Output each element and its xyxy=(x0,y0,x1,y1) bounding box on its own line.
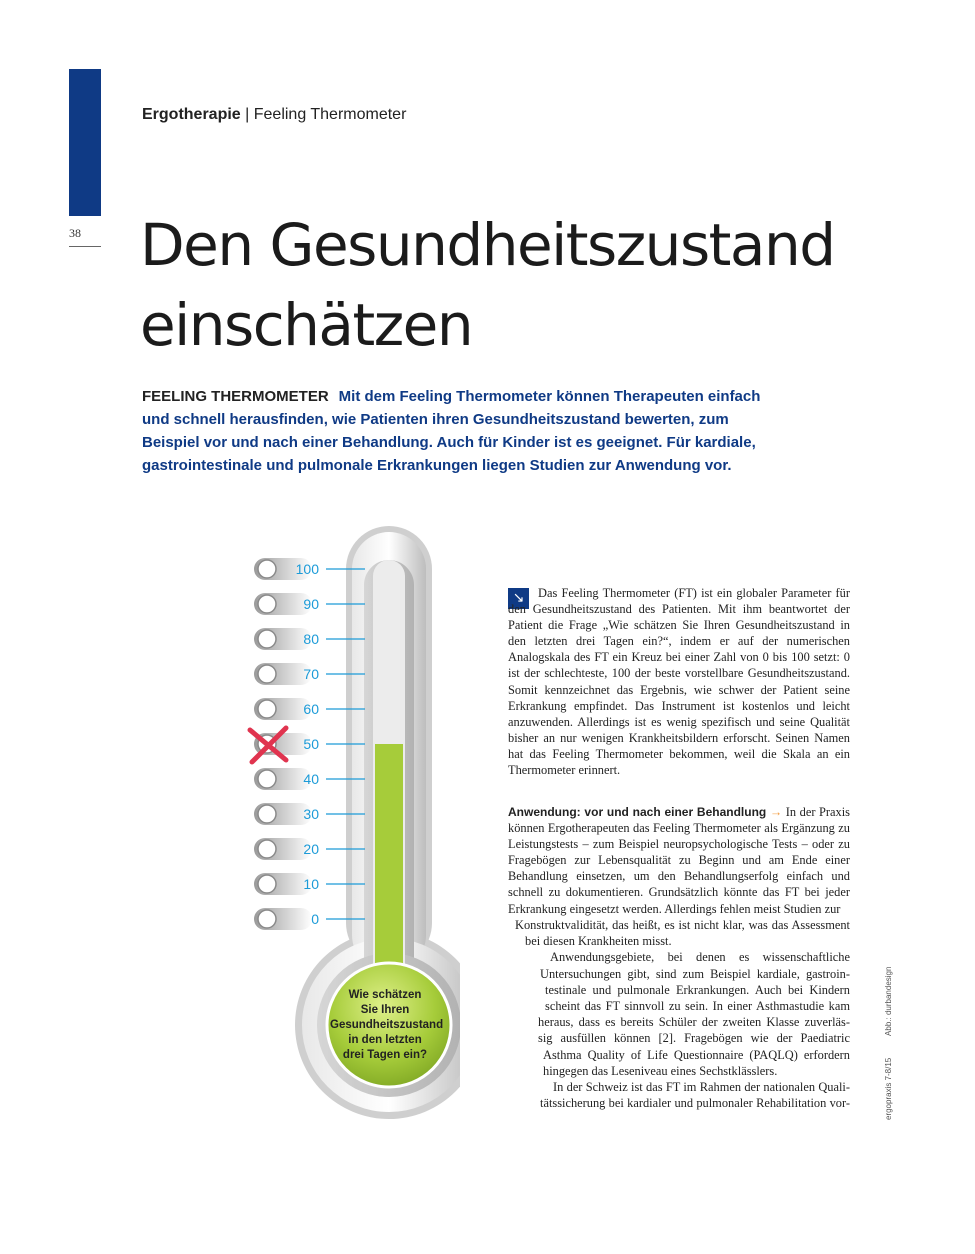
scale-label: 50 xyxy=(303,736,319,752)
body-text-line: Konstruktvalidität, das heißt, es ist nicht klar, was das Assessment xyxy=(515,918,850,932)
journal-info: ergopraxis 7-8/15 xyxy=(884,1057,893,1120)
lead-paragraph xyxy=(142,385,782,477)
body-text-line: bei diesen Krankheiten misst. xyxy=(525,934,672,949)
scale-checkbox xyxy=(258,805,276,823)
scale-checkbox xyxy=(258,770,276,788)
body-text-line: tätssicherung bei kardialer und pulmonaler Rehabilitation vor- xyxy=(540,1096,850,1111)
scale-label: 100 xyxy=(295,561,319,577)
question-line: drei Tagen ein? xyxy=(342,1049,428,1061)
thermometer-question xyxy=(330,988,444,1063)
page-number-rule xyxy=(69,246,101,247)
scale-checkbox xyxy=(258,665,276,683)
arrow-down-right-icon: ↘ xyxy=(508,588,529,609)
scale-label: 20 xyxy=(303,841,319,857)
scale-label: 90 xyxy=(303,596,319,612)
body-text-line: Anwendungsgebiete, bei denen es wissenschaftliche xyxy=(550,950,850,965)
body-text-line: Asthma Quality of Life Questionnaire (PAQLQ) erfordern xyxy=(543,1047,850,1062)
page-number: 38 xyxy=(69,226,81,240)
question-line: Sie Ihren xyxy=(360,1004,410,1016)
image-credit: Abb.: durbandesign xyxy=(884,966,893,1036)
question-line: in den letzten xyxy=(348,1034,422,1046)
running-head-separator: | xyxy=(245,106,250,123)
running-head-topic: Feeling Thermometer xyxy=(253,106,407,123)
body-text-line: scheint das FT sinnvoll zu sein. In einer Asthmastudie kam xyxy=(545,999,850,1013)
scale-label: 40 xyxy=(303,771,319,787)
question-line: Wie schätzen xyxy=(348,989,422,1001)
scale-label: 70 xyxy=(303,666,319,682)
scale-checkbox xyxy=(258,700,276,718)
body-text-line: testinale und pulmonale Erkrankungen. Auch bei Kindern xyxy=(545,982,850,997)
running-head-section: Ergotherapie xyxy=(142,106,241,123)
body-text-line: sig ausfüllen können [2]. Fragebögen wie der Paediatric xyxy=(538,1031,850,1046)
scale-checkbox xyxy=(258,875,276,893)
scale-label: 30 xyxy=(303,806,319,822)
scale-checkbox xyxy=(258,595,276,613)
question-line: Gesundheitszustand xyxy=(330,1019,444,1031)
subheading: Anwendung: vor und nach einer Behandlung xyxy=(508,805,767,819)
scale-label: 80 xyxy=(303,631,319,647)
article-title: Den Gesundheitszustand einschätzen xyxy=(140,211,835,359)
lead-kicker: FEELING THERMOMETER xyxy=(142,388,329,405)
body-paragraph-1: Das Feeling Thermometer (FT) ist ein globaler Parameter für den Gesundheitszustand des Patienten. Mit ihm beantwortet der Patient die Frage „Wie schätzen Sie Ihren Gesundheitszustand in den letzten drei Tagen ein?“, indem er auf der numerischen Analogskala des FT ein Kreuz bei einer Zahl von 0 bis 100 setzt: 0 ist der schlechteste, 100 der beste vorstellbare Gesundheitszustand. Somit kennzeichnet das Ergebnis, wie schwer der Patient seine Erkrankung empfindet. Das Instrument ist kostenlos und leicht anzuwenden. Allerdings ist es wenig spezifisch und seine Qualität bisher an nur wenigen Krankheitsbildern erforscht. Seinen Namen hat das Feeling Thermometer bekommen, weil die Skala an ein Thermometer erinnert. xyxy=(508,586,850,778)
scale-checkbox xyxy=(258,910,276,928)
body-text-line: In der Schweiz ist das FT im Rahmen der nationalen Quali- xyxy=(553,1080,850,1094)
body-paragraph-2-text: In der Praxis können Ergotherapeuten das Feeling Thermometer als Ergänzung zu Leistungstests – zum Beispiel neuropsychologische Tests – oder zu Fragebögen zur Lebensqualität zu Beginn und am Ende einer Behandlung einsetzen, um den Behandlungserfolg einfach und schnell zu dokumentieren. Grundsätzlich könnte das FT bei jeder Erkrankung eingesetzt werden. Allerdings fehlen meist Studien zur xyxy=(508,805,850,916)
lead-text: Mit dem Feeling Thermometer können Therapeuten einfach und schnell herausfinden, wie Patienten ihren Gesundheitszustand bewerten, zum Beispiel vor und nach einer Behandlung. Auch für Kinder ist es geeignet. Für kardiale, gastrointestinale und pulmonale Erkrankungen liegen Studien zur Anwendung vor. xyxy=(142,388,761,474)
sidebar-credits xyxy=(884,967,893,1120)
section-color-bar xyxy=(69,69,101,216)
scale-checkbox xyxy=(258,630,276,648)
body-text-line: hingegen das Leseniveau eines Sechstklässlers. xyxy=(543,1063,778,1078)
scale-label: 10 xyxy=(303,876,319,892)
scale-label: 60 xyxy=(303,701,319,717)
scale-label: 0 xyxy=(311,911,319,927)
running-head xyxy=(142,106,406,124)
body-text-line: Untersuchungen gibt, sind zum Beispiel kardiale, gastroin- xyxy=(540,966,850,981)
scale-checkbox xyxy=(258,840,276,858)
body-text-line: heraus, dass es bereits Schüler der zweiten Klasse zuverläs- xyxy=(538,1015,850,1030)
arrow-right-icon: → xyxy=(769,805,783,819)
body-paragraph-2 xyxy=(508,804,850,917)
scale-checkbox xyxy=(258,560,276,578)
